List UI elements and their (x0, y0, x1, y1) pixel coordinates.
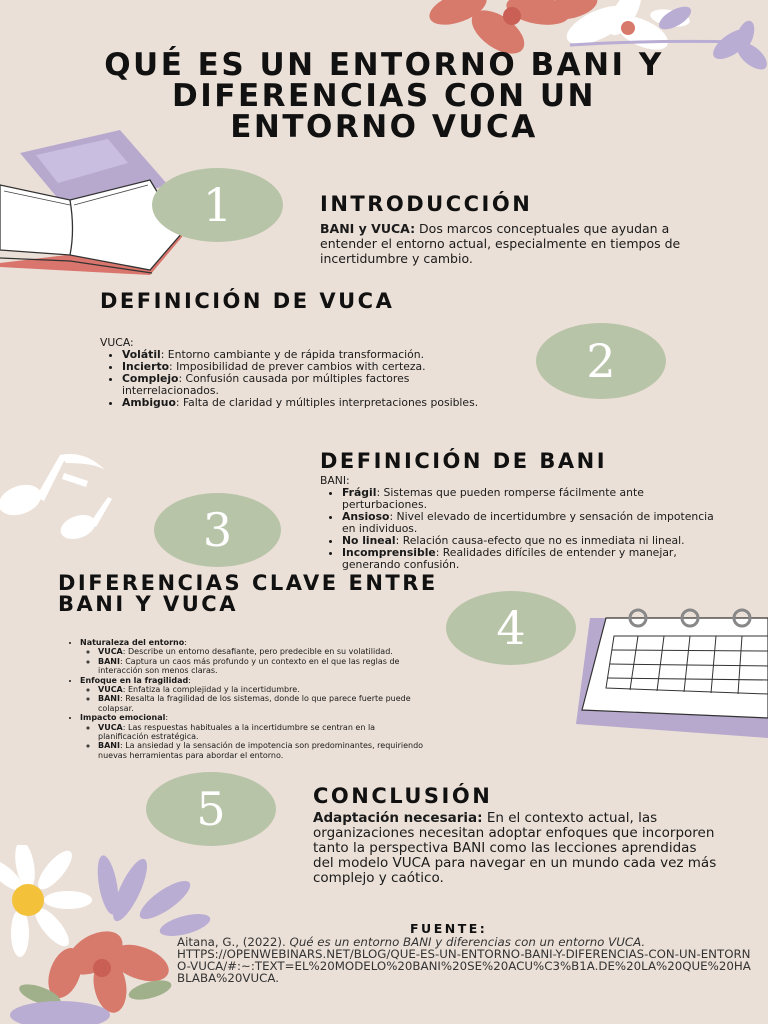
list-desc: : Confusión causada por múltiples factores interrelacionados. (122, 372, 410, 397)
bani-lead: BANI: (320, 474, 350, 487)
source-url: HTTPS://OPENWEBINARS.NET/BLOG/QUE-ES-UN-ENTORNO-BANI-Y-DIFERENCIAS-CON-UN-ENTORNO-VUCA/#:~:TEXT=EL%20MODELO%20BANI%20SE%20ACU%C3%B1A.DE%20LA%20QUE%20HABLABA%20VUCA. (177, 947, 751, 985)
list-item (342, 487, 715, 511)
step-number-2: 2 (536, 323, 666, 399)
source-citation (177, 936, 752, 984)
vuca-heading: DEFINICIÓN DE VUCA (100, 289, 395, 313)
list-desc: : La ansiedad y la sensación de impotencia son predominantes, requiriendo nuevas herramientas para abordar el entorno. (98, 741, 424, 760)
diff-heading: DIFERENCIAS CLAVE ENTRE BANI Y VUCA (58, 571, 438, 616)
intro-text (320, 221, 710, 266)
list-item (122, 373, 480, 397)
list-item (98, 647, 428, 656)
diff-group-label: Enfoque en la fragilidad (80, 675, 189, 685)
music-note-icon (0, 445, 118, 545)
diff-sublist (80, 647, 428, 675)
intro-bold: BANI y VUCA: (320, 221, 416, 236)
conclusion-body: En el contexto actual, las organizaciones necesitan adoptar enfoques que incorporen tanto la perspectiva BANI como las lecciones aprendidas del modelo VUCA para navegar en un mundo cada vez más complejo y caótico. (313, 810, 717, 886)
source-work: Qué es un entorno BANI y diferencias con un entorno VUCA. (289, 935, 646, 949)
list-item (98, 685, 428, 694)
list-term: Ansioso (342, 510, 390, 523)
step-number-4: 4 (446, 591, 576, 665)
source-author: Aitana, G., (2022). (177, 935, 290, 949)
list-item (342, 511, 715, 535)
list-desc: : Nivel elevado de incertidumbre y sensación de impotencia en individuos. (342, 510, 714, 535)
vuca-block (100, 337, 480, 409)
list-term: BANI (98, 656, 120, 666)
list-item (98, 657, 428, 676)
list-item (98, 741, 428, 760)
source-label: FUENTE: (410, 921, 488, 936)
list-term: VUCA (98, 647, 123, 657)
list-term: VUCA (98, 722, 123, 732)
list-desc: : Las respuestas habituales a la incertidumbre se centran en la planificación estratégica. (98, 722, 376, 742)
list-desc: : Realidades difíciles de entender y manejar, generando confusión. (342, 546, 677, 571)
vuca-list (100, 349, 480, 409)
list-term: BANI (98, 741, 120, 751)
list-desc: : Sistemas que pueden romperse fácilmente ante perturbaciones. (342, 486, 644, 511)
diff-list (58, 638, 428, 760)
list-desc: : Captura un caos más profundo y un contexto en el que las reglas de interacción son menos claras. (98, 656, 400, 676)
calendar-icon (576, 606, 768, 746)
step-number-3: 3 (154, 493, 281, 567)
list-desc: : Resalta la fragilidad de los sistemas, donde lo que parece fuerte puede colapsar. (98, 694, 411, 713)
diff-group-label: Impacto emocional (80, 713, 166, 723)
vuca-lead: VUCA: (100, 336, 134, 349)
list-item (342, 547, 715, 571)
diff-group: • Impacto emocional: ◦ VUCA: Las respuestas habituales a la incertidumbre se centran en la planificación estratégica. ◦ BANI: La ansiedad y la sensación de impotencia son predominantes, requiriendo nuevas herramientas para abordar el entorno. (80, 713, 428, 760)
list-item (98, 723, 428, 742)
conclusion-text (313, 811, 718, 886)
list-term: Ambiguo (122, 396, 176, 409)
list-desc: : Entorno cambiante y de rápida transformación. (160, 348, 425, 361)
list-desc: : Relación causa-efecto que no es inmediata ni lineal. (395, 534, 685, 547)
bani-list (320, 487, 715, 571)
conclusion-bold: Adaptación necesaria: (313, 810, 483, 826)
list-term: Incomprensible (342, 546, 436, 559)
list-term: VUCA (98, 685, 123, 695)
list-term: No lineal (342, 534, 396, 547)
diff-sublist (80, 723, 428, 761)
intro-heading: INTRODUCCIÓN (320, 192, 533, 216)
page-title: QUÉ ES UN ENTORNO BANI Y DIFERENCIAS CON UN ENTORNO VUCA (104, 47, 664, 145)
list-item (122, 397, 480, 409)
list-item (98, 694, 428, 713)
list-term: Frágil (342, 486, 377, 499)
diff-group: • Naturaleza del entorno: ◦ VUCA: Describe un entorno desafiante, pero predecible en su volatilidad. ◦ BANI: Captura un caos más profundo y un contexto en el que las reglas de interacción son menos claras. (80, 638, 428, 676)
intro-body: Dos marcos conceptuales que ayudan a entender el entorno actual, especialmente en tiempos de incertidumbre y cambio. (320, 221, 681, 266)
list-desc: : Imposibilidad de prever cambios with certeza. (169, 360, 426, 373)
list-term: Complejo (122, 372, 179, 385)
diff-sublist (80, 685, 428, 713)
bani-heading: DEFINICIÓN DE BANI (320, 449, 608, 473)
list-term: BANI (98, 694, 120, 704)
conclusion-heading: CONCLUSIÓN (313, 784, 493, 808)
list-desc: : Describe un entorno desafiante, pero predecible en su volatilidad. (122, 647, 393, 657)
step-number-1: 1 (152, 168, 283, 242)
list-desc: : Enfatiza la complejidad y la incertidumbre. (122, 685, 300, 695)
list-desc: : Falta de claridad y múltiples interpretaciones posibles. (175, 396, 479, 409)
list-term: Volátil (122, 348, 161, 361)
bani-block (320, 475, 715, 571)
diff-group: • Enfoque en la fragilidad: ◦ VUCA: Enfatiza la complejidad y la incertidumbre. ◦ BANI: Resalta la fragilidad de los sistemas, donde lo que parece fuerte puede colapsar. (80, 676, 428, 714)
list-term: Incierto (122, 360, 170, 373)
diff-group-label: Naturaleza del entorno (80, 638, 185, 647)
step-number-5: 5 (146, 772, 276, 846)
diff-block (58, 638, 428, 760)
